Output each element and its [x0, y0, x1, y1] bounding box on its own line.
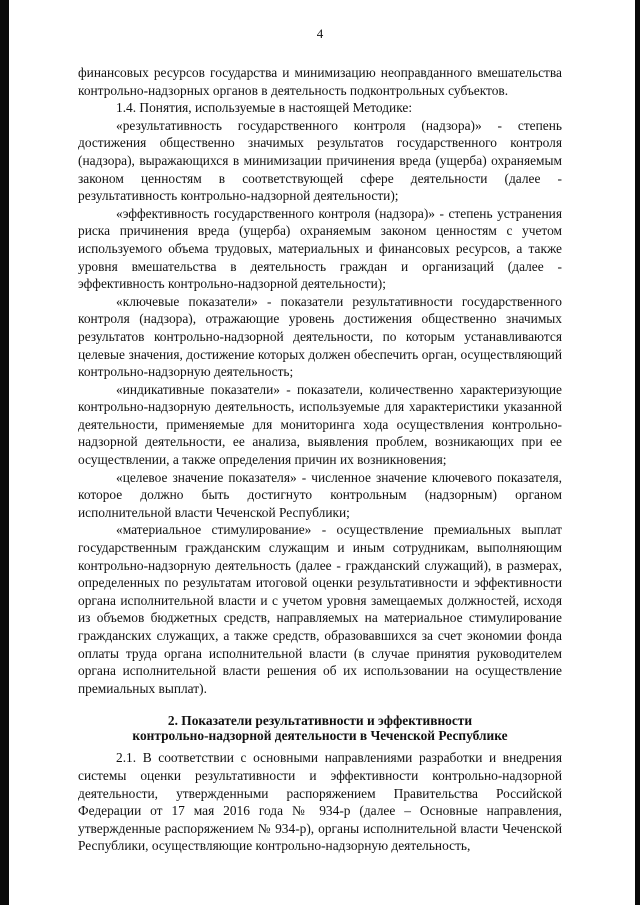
- section-heading: [78, 713, 562, 743]
- definition-performance: «результативность государственного контроля (надзора)» - степень достижения общественно значимых результатов государственного контроля (надзора), выражающихся в минимизации причинения вреда (ущерба) охраняемым законом ценностям в соответствующей сфере деятельности (далее - результативность контрольно-надзорной деятельности);: [78, 117, 562, 204]
- paragraph-continuation: финансовых ресурсов государства и минимизацию неоправданного вмешательства контрольно-надзорных органов в деятельность подконтрольных субъектов.: [78, 65, 562, 98]
- scan-edge-left: [0, 0, 9, 905]
- paragraph-section-1-4: 1.4. Понятия, используемые в настоящей Методике:: [116, 100, 413, 116]
- section-heading-line1: 2. Показатели результативности и эффективности: [167, 713, 473, 729]
- definition-indicative-indicators: «индикативные показатели» - показатели, количественно характеризующие контрольно-надзорную деятельность, используемые для характеристики указанной деятельности, применяемые для мониторинга хода осуществления контрольно-надзорной деятельности, ее анализа, выявления проблем, возникающих при ее осуществлении, а также определения причин их возникновения;: [78, 381, 562, 468]
- definition-key-indicators: «ключевые показатели» - показатели результативности государственного контроля (надзора), отражающие уровень достижения общественно значимых результатов контрольно-надзорной деятельности, по которым устанавливаются целевые значения, достижение которых должен обеспечить орган, осуществляющий контрольно-надзорную деятельность;: [78, 293, 562, 380]
- definition-efficiency: «эффективность государственного контроля (надзора)» - степень устранения риска причинения вреда (ущерба) охраняемым законом ценностям с учетом используемого объема трудовых, материальных и финансовых ресурсов, а также уровня вмешательства в деятельность граждан и организаций (далее - эффективность контрольно-надзорной деятельности);: [78, 205, 562, 292]
- definition-material-incentive: «материальное стимулирование» - осуществление премиальных выплат государственным гражданским служащим и иным сотрудникам, выполняющим контрольно-надзорную деятельность (далее - гражданский служащий), в размерах, определенных по результатам итоговой оценки результативности и эффективности органа исполнительной власти и с учетом уровня замещаемых должностей, исходя из объемов бюджетных средств, направляемых на материальное стимулирование гражданских служащих, а также средств, образовавшихся за счет экономии фонда оплаты труда органа исполнительной власти (в случае принятия руководителем органа исполнительной власти решения об их использовании на осуществление премиальных выплат).: [78, 522, 562, 696]
- definition-target-value: «целевое значение показателя» - численное значение ключевого показателя, которое должно быть достигнуто контрольным (надзорным) органом исполнительной власти Чеченской Республики;: [78, 469, 562, 520]
- paragraph-section-2-1: 2.1. В соответствии с основными направлениями разработки и внедрения системы оценки результативности и эффективности контрольно-надзорной деятельности, утвержденными распоряжением Правительства Российской Федерации от 17 мая 2016 года № 934-р (далее – Основные направления, утвержденные распоряжением № 934-р), органы исполнительной власти Чеченской Республики, осуществляющие контрольно-надзорную деятельность,: [78, 750, 562, 854]
- page-number: 4: [316, 26, 324, 41]
- section-heading-line2: контрольно-надзорной деятельности в Чеченской Республике: [132, 728, 508, 744]
- document-body: [78, 64, 562, 855]
- scan-edge-right: [635, 0, 640, 905]
